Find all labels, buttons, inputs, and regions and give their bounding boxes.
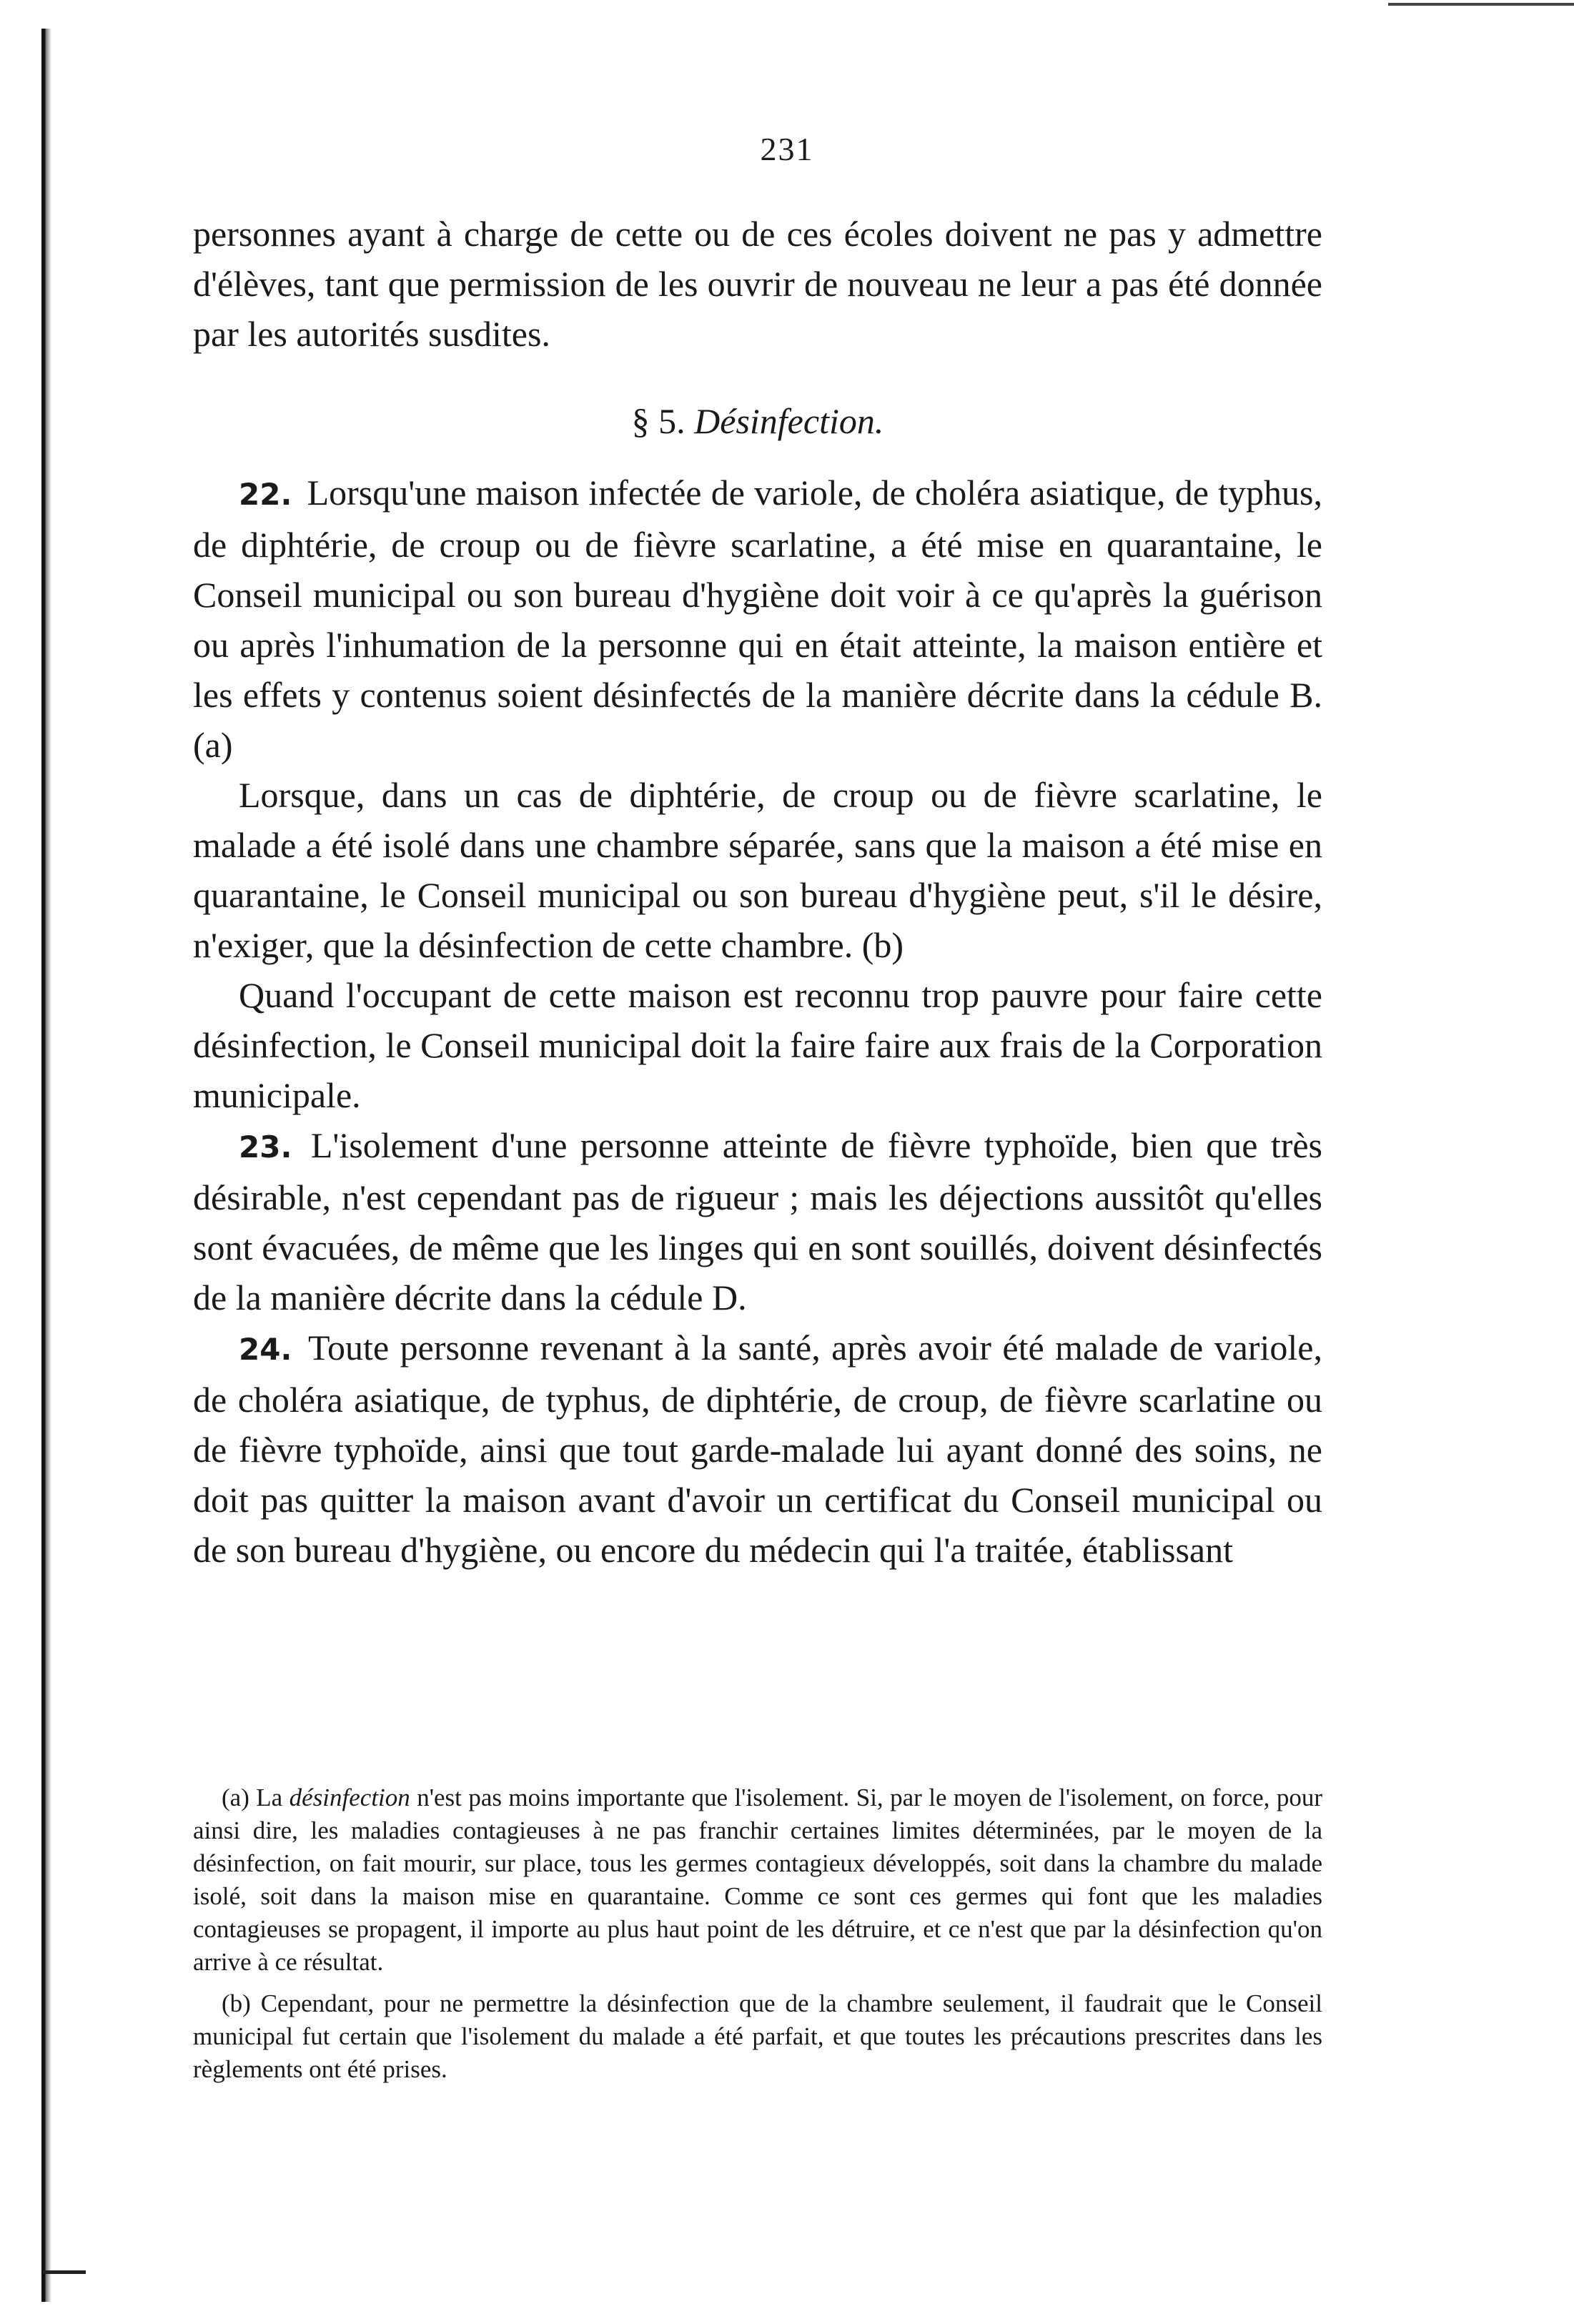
article-number: 24.: [239, 1332, 292, 1367]
page-number: 231: [760, 131, 814, 167]
section-symbol: §: [631, 401, 650, 441]
page-binding-edge: [41, 29, 51, 2302]
footnote-term: désinfection: [289, 1784, 410, 1811]
article-number: 23.: [239, 1129, 292, 1165]
section-heading: [193, 396, 1322, 446]
page-binding-corner: [43, 2252, 86, 2274]
article-22-text-1: Lorsqu'une maison infectée de variole, de choléra asiatique, de typhus, de diphtérie, de croup ou de fièvre scarlatine, a été mise en quarantaine, le Conseil municipal ou son bureau d'hygiène doit voir à ce qu'après la guérison ou après l'inhumation de la personne qui en était atteinte, la maison entière et les effets y contenus soient désinfectés de la manière décrite dans la cédule B. (a): [193, 473, 1322, 765]
footnote-a: [193, 1781, 1322, 1979]
footnote-text: Cependant, pour ne permettre la désinfection que de la chambre seulement, il faudrait que le Conseil municipal fut certain que l'isolement du malade a été parfait, et que toutes les précautions prescrites dans les règlements ont été prises.: [193, 1989, 1322, 2083]
article-24-text-1: Toute personne revenant à la santé, après avoir été malade de variole, de choléra asiatique, de typhus, de diphtérie, de croup, de fièvre scarlatine ou de fièvre typhoïde, ainsi que tout garde-malade lui ayant donné des soins, ne doit pas quitter la maison avant d'avoir un certificat du Conseil municipal ou de son bureau d'hygiène, ou encore du médecin qui l'a traitée, établissant: [193, 1327, 1322, 1570]
footnote-marker: (a): [222, 1784, 249, 1811]
section-number: 5.: [658, 401, 685, 441]
section-title: Désinfection.: [694, 401, 884, 441]
article-number: 22.: [239, 477, 292, 512]
footnotes: [193, 1781, 1322, 2095]
article-22-paragraph-2: Lorsque, dans un cas de diphtérie, de croup ou de fièvre scarlatine, le malade a été isolé dans une chambre séparée, sans que la maison a été mise en quarantaine, le Conseil municipal ou son bureau d'hygiène peut, s'il le désire, n'exiger, que la désinfection de cette chambre. (b): [193, 775, 1322, 965]
article-23-paragraph-1: [193, 1120, 1322, 1322]
footnote-lead: La: [256, 1784, 283, 1811]
opening-paragraph: personnes ayant à charge de cette ou de ces écoles doivent ne pas y admettre d'élèves, tant que permission de les ouvrir de nouveau ne leur a pas été donnée par les autorités susdites.: [193, 214, 1322, 354]
footnote-b: [193, 1987, 1322, 2086]
scan-top-rule: [1388, 3, 1574, 6]
article-22-paragraph-1: [193, 468, 1322, 770]
article-24-paragraph-1: [193, 1322, 1322, 1575]
footnote-text: n'est pas moins importante que l'isolement. Si, par le moyen de l'isolement, on force, pour ainsi dire, les maladies contagieuses à ne pas franchir certaines limites déterminées, par le moyen de la désinfection, on fait mourir, sur place, tous les germes contagieux développés, soit dans la chambre du malade isolé, soit dans la maison mise en quarantaine. Comme ce sont ces germes qui font que les maladies contagieuses se propagent, il importe au plus haut point de les détruire, et ce n'est que par la désinfection qu'on arrive à ce résultat.: [193, 1784, 1323, 1976]
main-text: [193, 209, 1322, 1575]
footnote-marker: (b): [222, 1989, 251, 2017]
article-23-text-1: L'isolement d'une personne atteinte de fièvre typhoïde, bien que très désirable, n'est cependant pas de rigueur ; mais les déjections aussitôt qu'elles sont évacuées, de même que les linges qui en sont souillés, doivent désinfectés de la manière décrite dans la cédule D.: [193, 1125, 1323, 1317]
article-22-paragraph-3: Quand l'occupant de cette maison est reconnu trop pauvre pour faire cette désinfection, le Conseil municipal doit la faire faire aux frais de la Corporation municipale.: [193, 975, 1322, 1115]
